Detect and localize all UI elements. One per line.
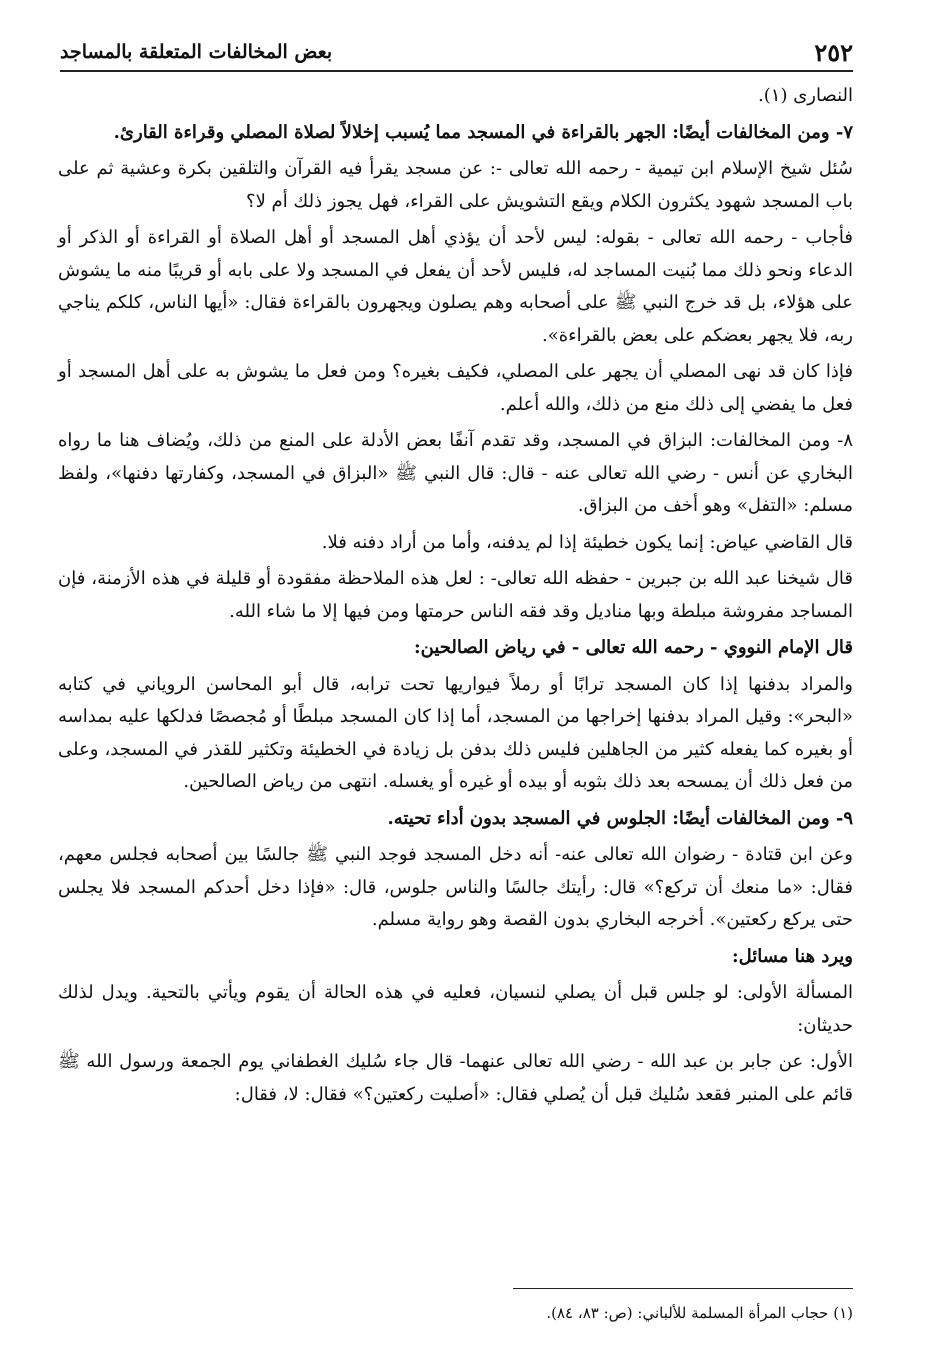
paragraph: وعن ابن قتادة - رضوان الله تعالى عنه- أنه دخل المسجد فوجد النبي ﷺ جالسًا بين أصحابه فجلس معهم، فقال: «ما منعك أن تركع؟» قال: رأيتك جالسًا والناس جلوس، قال: «فإذا دخل أحدكم المسجد فلا يجلس حتى يركع ركعتين». أخرجه البخاري بدون القصة وهو رواية مسلم. [58, 844, 853, 930]
body-text [58, 80, 853, 1115]
footnote-divider [513, 1288, 853, 1289]
paragraph: ٧- ومن المخالفات أيضًا: الجهر بالقراءة في المسجد مما يُسبب إخلالاً لصلاة المصلي وقراءة القارئ. [113, 121, 853, 143]
footnote: (١) حجاب المرأة المسلمة للألباني: (ص: ٨٣، ٨٤). [546, 1304, 853, 1322]
paragraph: فإذا كان قد نهى المصلي أن يجهر على المصلي، فكيف بغيره؟ ومن فعل ما يشوش به على أهل المسجد أو فعل ما يفضي إلى ذلك منع من ذلك، والله أعلم. [58, 361, 853, 415]
paragraph: فأجاب - رحمه الله تعالى - بقوله: ليس لأحد أن يؤذي أهل المسجد أو أهل الصلاة أو القراءة أو الذكر أو الدعاء ونحو ذلك مما بُنيت المساجد له، فليس لأحد أن يفعل في المسجد ولا على بابه أو قريبًا منه ما يشوش على هؤلاء، بل قد خرج النبي ﷺ على أصحابه وهم يصلون ويجهرون بالقراءة فقال: «أيها الناس، كلكم يناجي ربه، فلا يجهر بعضكم على بعض بالقراءة». [58, 227, 853, 346]
paragraph: سُئل شيخ الإسلام ابن تيمية - رحمه الله تعالى -: عن مسجد يقرأ فيه القرآن والتلقين بكرة وعشية ثم على باب المسجد شهود يكثرون الكلام ويقع التشويش على القراء، فهل يجوز ذلك أم لا؟ [58, 158, 853, 212]
running-title: بعض المخالفات المتعلقة بالمساجد [60, 41, 333, 63]
paragraph: المسألة الأولى: لو جلس قبل أن يصلي لنسيان، فعليه في هذه الحالة أن يقوم ويأتي بالتحية. ويدل لذلك حديثان: [58, 982, 853, 1036]
paragraph: الأول: عن جابر بن عبد الله - رضي الله تعالى عنهما- قال جاء سُليك الغطفاني يوم الجمعة ورسول الله ﷺ قائم على المنبر فقعد سُليك قبل أن يُصلي فقال: «أصليت ركعتين؟» فقال: لا، فقال: [58, 1051, 853, 1105]
paragraph: قال شيخنا عبد الله بن جبرين - حفظه الله تعالى- : لعل هذه الملاحظة مفقودة أو قليلة في هذه الأزمنة، فإن المساجد مفروشة مبلطة وبها مناديل وقد فقه الناس حرمتها ومن فيها إلا ما شاء الله. [58, 568, 853, 622]
paragraph: ٩- ومن المخالفات أيضًا: الجلوس في المسجد بدون أداء تحيته. [387, 807, 853, 829]
paragraph: النصارى (١). [758, 85, 853, 106]
paragraph: قال القاضي عياض: إنما يكون خطيئة إذا لم يدفنه، وأما من أراد دفنه فلا. [321, 531, 853, 553]
paragraph: ٨- ومن المخالفات: البزاق في المسجد، وقد تقدم آنفًا بعض الأدلة على المنع من ذلك، ويُضاف هنا ما رواه البخاري عن أنس - رضي الله تعالى عنه - قال: قال النبي ﷺ «البزاق في المسجد، وكفارتها دفنها»، ولفظ مسلم: «التفل» وهو أخف من البزاق. [58, 430, 853, 516]
page-number: ٢٥٢ [814, 37, 853, 67]
page-header [60, 34, 853, 72]
paragraph: ويرد هنا مسائل: [731, 945, 853, 967]
paragraph: والمراد بدفنها إذا كان المسجد ترابًا أو رملاً فيواريها تحت ترابه، قال أبو المحاسن الروياني في كتابه «البحر»: وقيل المراد بدفنها إخراجها من المسجد، أما إذا كان المسجد مبلطًا أو مُجصصًا فدلكها عليه بمداسه أو بغيره كما يفعله كثير من الجاهلين فليس ذلك بدفن بل زيادة في الخطيئة وتكثير للقذر في المسجد، وعلى من فعل ذلك أن يمسحه بعد ذلك بثوبه أو بيده أو غيره أو يغسله. انتهى من رياض الصالحين. [58, 673, 853, 792]
paragraph: قال الإمام النووي - رحمه الله تعالى - في رياض الصالحين: [414, 637, 853, 658]
